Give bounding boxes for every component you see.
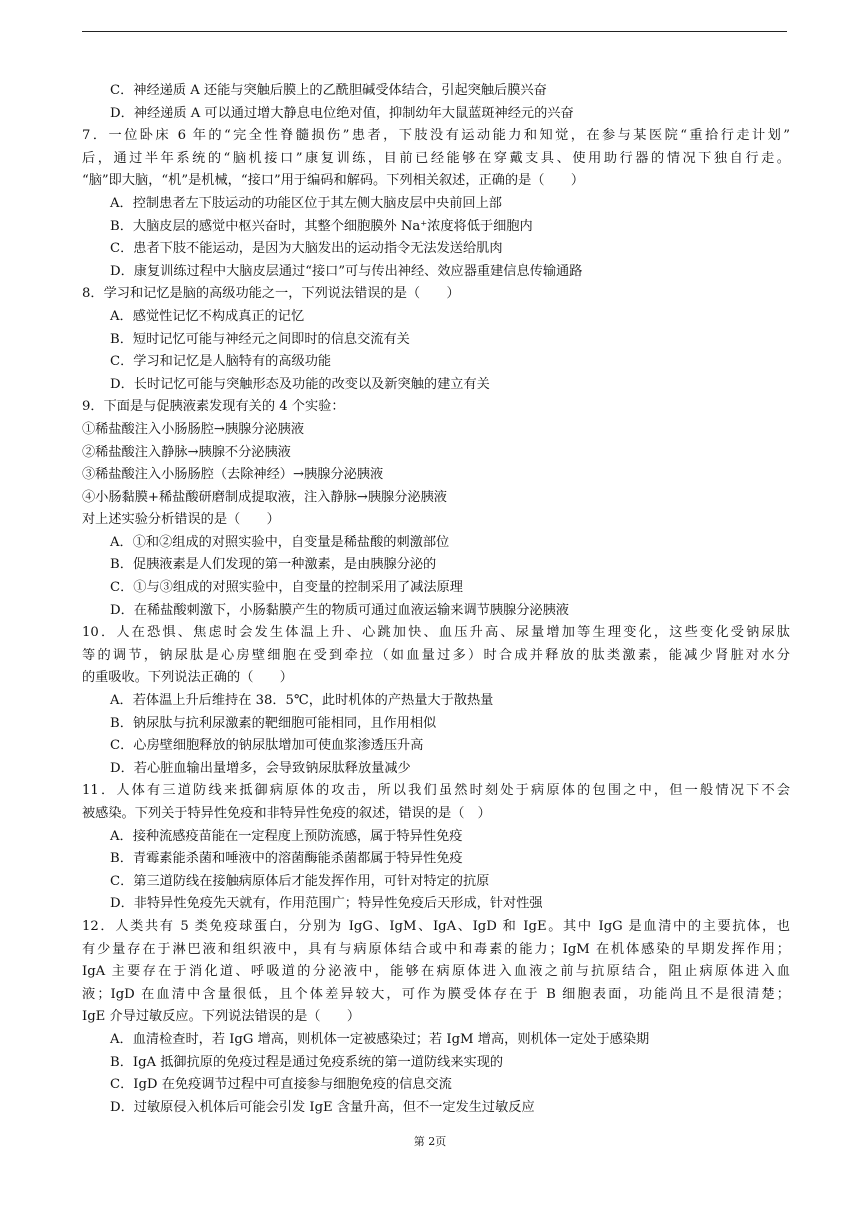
question-text-line: “脑”即大脑，“机”是机械，“接口”用于编码和解码。下列相关叙述，正确的是（ ） xyxy=(82,173,585,189)
answer-option: C．①与③组成的对照实验中，自变量的控制采用了减法原理 xyxy=(110,580,463,596)
answer-option: A．若体温上升后维持在 38．5℃，此时机体的产热量大于散热量 xyxy=(110,693,494,709)
page-number: 第 2页 xyxy=(413,1135,447,1148)
answer-option: B．青霉素能杀菌和唾液中的溶菌酶能杀菌都属于特异性免疫 xyxy=(110,851,463,867)
answer-option: A．血清检查时，若 IgG 增高，则机体一定被感染过；若 IgM 增高，则机体一定处于感染期 xyxy=(110,1031,650,1047)
question-text-line: 被感染。下列关于特异性免疫和非特异性免疫的叙述，错误的是（ ） xyxy=(82,806,491,821)
question-text-line: 等的调节，钠尿肽是心房壁细胞在受到牵拉（如血量过多）时合成并释放的肽类激素，能减少肾脏对水分 xyxy=(82,647,790,663)
answer-option: A．①和②组成的对照实验中，自变量是稀盐酸的刺激部位 xyxy=(110,534,450,550)
answer-option: C．患者下肢不能运动，是因为大脑发出的运动指令无法发送给肌肉 xyxy=(110,241,503,257)
answer-option: B．短时记忆可能与神经元之间即时的信息交流有关 xyxy=(110,331,410,347)
question-text-line: 11．人体有三道防线来抵御病原体的攻击，所以我们虽然时刻处于病原体的包围之中，但一般情况下不会 xyxy=(82,783,790,799)
question-text-line: 8．学习和记忆是脑的高级功能之一，下列说法错误的是（ ） xyxy=(82,286,460,302)
question-text-line: 液；IgD 在血清中含量很低，且个体差异较大，可作为膜受体存在于 B 细胞表面，功能尚且不是很清楚； xyxy=(82,986,790,1002)
answer-option: D．康复训练过程中大脑皮层通过“接口”可与传出神经、效应器重建信息传输通路 xyxy=(110,263,583,279)
question-text-line: 12．人类共有 5 类免疫球蛋白，分别为 IgG、IgM、IgA、IgD 和 IgE。其中 IgG 是血清中的主要抗体，也 xyxy=(82,918,790,934)
answer-option: D．若心脏血输出量增多，会导致钠尿肽释放量减少 xyxy=(110,760,411,776)
question-text-line: IgE 介导过敏反应。下列说法错误的是（ ） xyxy=(82,1009,361,1025)
answer-option: C．神经递质 A 还能与突触后膜上的乙酰胆碱受体结合，引起突触后膜兴奋 xyxy=(110,83,547,98)
question-text-line: ③稀盐酸注入小肠肠腔（去除神经）→胰腺分泌胰液 xyxy=(82,467,384,483)
answer-option: B．IgA 抵御抗原的免疫过程是通过免疫系统的第一道防线来实现的 xyxy=(110,1054,504,1070)
answer-option: D．过敏原侵入机体后可能会引发 IgE 含量升高，但不一定发生过敏反应 xyxy=(110,1099,535,1115)
exam-content xyxy=(82,80,790,1119)
answer-option: D．非特异性免疫先天就有，作用范围广；特异性免疫后天形成，针对性强 xyxy=(110,896,543,912)
question-text-line: 的重吸收。下列说法正确的（ ） xyxy=(82,670,293,686)
answer-option: A．控制患者左下肢运动的功能区位于其左侧大脑皮层中央前回上部 xyxy=(110,195,502,211)
answer-option: B．钠尿肽与抗利尿激素的靶细胞可能相同，且作用相似 xyxy=(110,715,437,731)
question-text-line: ②稀盐酸注入静脉→胰腺不分泌胰液 xyxy=(82,444,291,460)
answer-option: D．在稀盐酸刺激下，小肠黏膜产生的物质可通过血液运输来调节胰腺分泌胰液 xyxy=(110,602,569,618)
question-text-line: IgA 主要存在于消化道、呼吸道的分泌液中，能够在病原体进入血液之前与抗原结合，阻止病原体进入血 xyxy=(82,964,790,980)
question-text-line: ④小肠黏膜+稀盐酸研磨制成提取液，注入静脉→胰腺分泌胰液 xyxy=(82,489,447,505)
answer-option: B．大脑皮层的感觉中枢兴奋时，其整个细胞膜外 Na⁺浓度将低于细胞内 xyxy=(110,218,533,234)
question-text-line: 后，通过半年系统的“脑机接口”康复训练，目前已经能够在穿戴支具、使用助行器的情况下独自行走。 xyxy=(82,150,790,166)
answer-option: A．感觉性记忆不构成真正的记忆 xyxy=(110,308,305,324)
question-text-line: 10．人在恐惧、焦虑时会发生体温上升、心跳加快、血压升高、尿量增加等生理变化，这些变化受钠尿肽 xyxy=(82,625,790,641)
question-text-line: ①稀盐酸注入小肠肠腔→胰腺分泌胰液 xyxy=(82,421,305,437)
answer-option: C．心房壁细胞释放的钠尿肽增加可使血浆渗透压升高 xyxy=(110,738,424,754)
answer-option: D．神经递质 A 可以通过增大静息电位绝对值，抑制幼年大鼠蓝斑神经元的兴奋 xyxy=(110,105,574,121)
answer-option: C．学习和记忆是人脑特有的高级功能 xyxy=(110,354,332,370)
question-text-line: 对上述实验分析错误的是（ ） xyxy=(82,512,280,528)
header-rule xyxy=(82,31,787,32)
question-text-line: 9．下面是与促胰液素发现有关的 4 个实验： xyxy=(82,399,345,415)
answer-option: D．长时记忆可能与突触形态及功能的改变以及新突触的建立有关 xyxy=(110,376,490,392)
answer-option: C．第三道防线在接触病原体后才能发挥作用，可针对特定的抗原 xyxy=(110,873,490,889)
answer-option: B．促胰液素是人们发现的第一种激素，是由胰腺分泌的 xyxy=(110,557,437,573)
answer-option: A．接种流感疫苗能在一定程度上预防流感，属于特异性免疫 xyxy=(110,828,463,844)
question-text-line: 有少量存在于淋巴液和组织液中，具有与病原体结合或中和毒素的能力；IgM 在机体感染的早期发挥作用； xyxy=(82,941,790,957)
answer-option: C．IgD 在免疫调节过程中可直接参与细胞免疫的信息交流 xyxy=(110,1077,452,1093)
question-text-line: 7．一位卧床 6 年的“完全性脊髓损伤”患者，下肢没有运动能力和知觉，在参与某医院“重拾行走计划” xyxy=(82,128,790,144)
